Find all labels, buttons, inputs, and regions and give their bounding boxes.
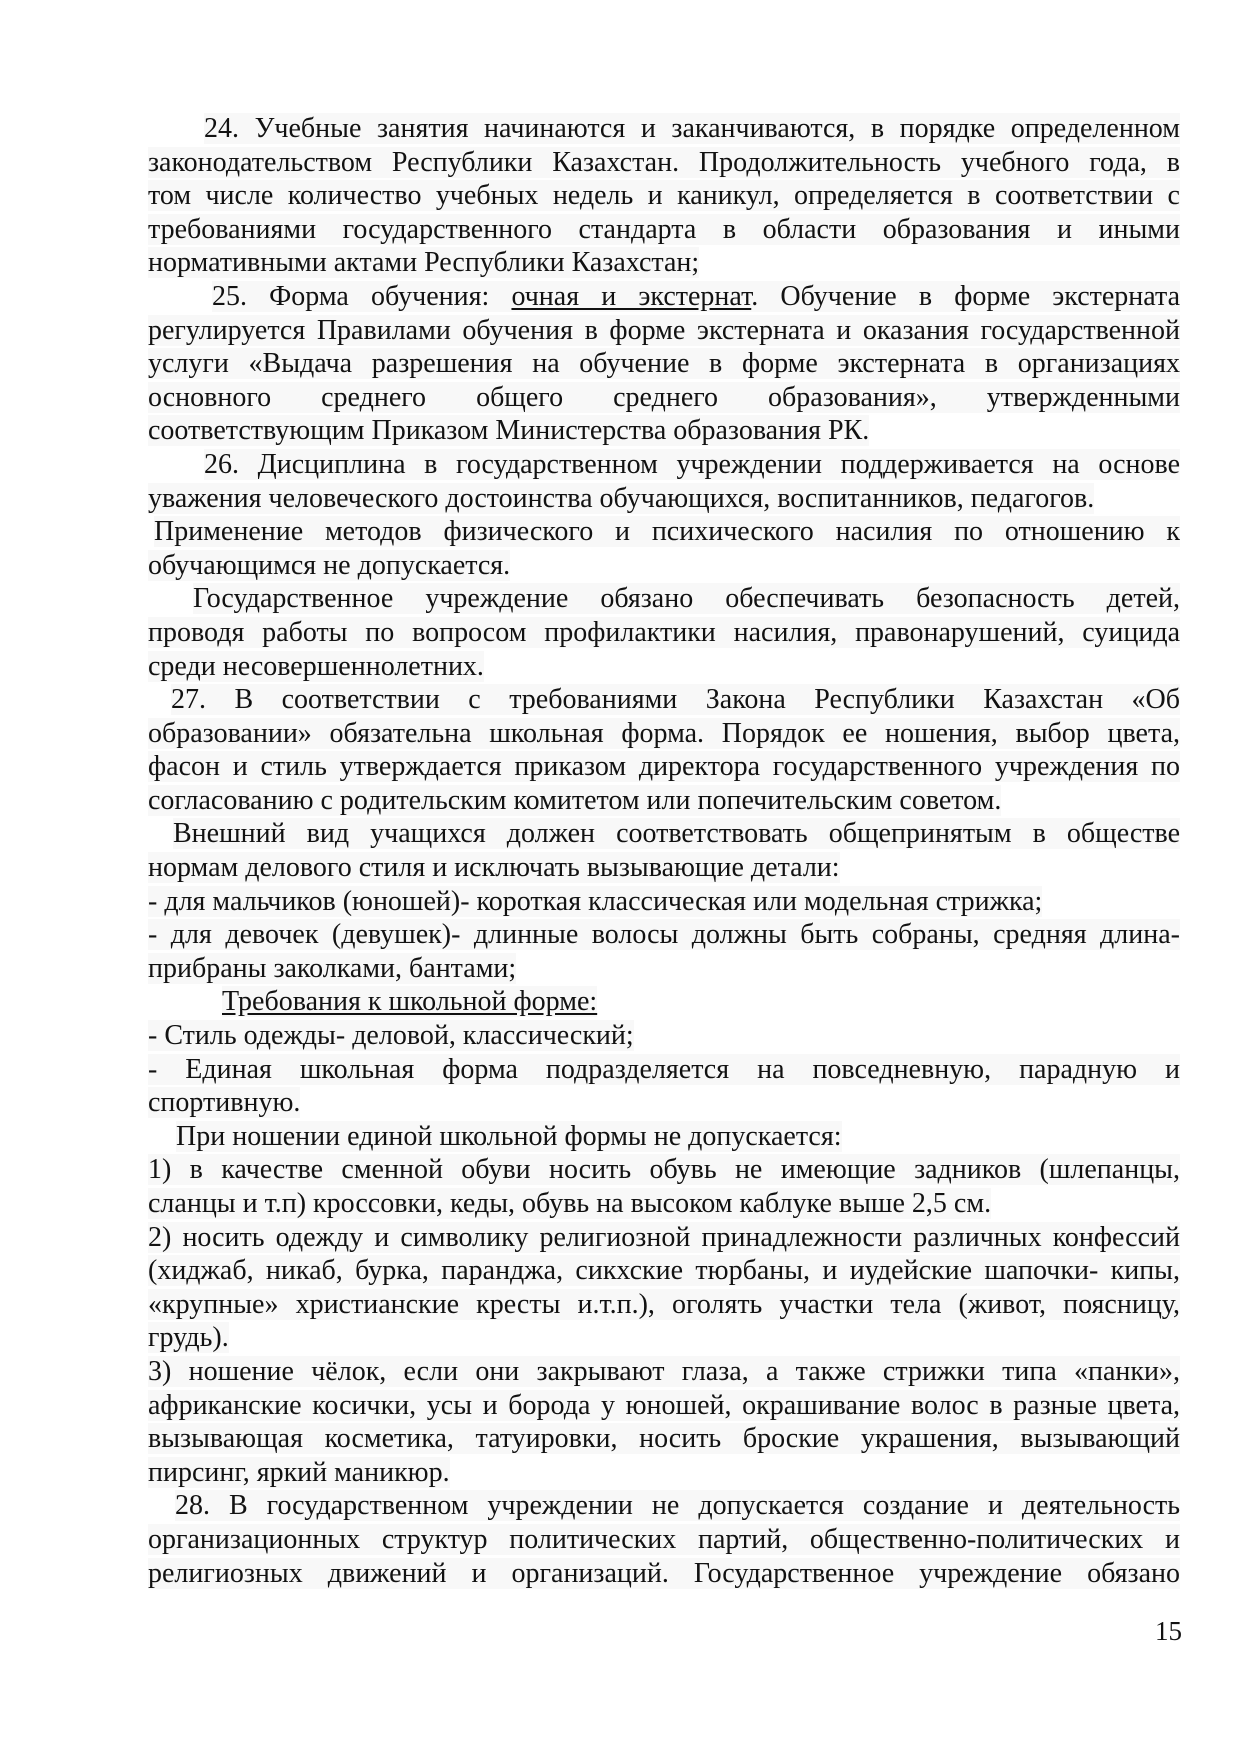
text-line: [148, 885, 1180, 919]
text-line-content: фасон и стиль утверждается приказом директора государственного учреждения по: [148, 751, 1180, 783]
text-line-content: требованиями государственного стандарта в области образования и иными: [148, 213, 1180, 245]
text-line-content: спортивную.: [148, 1087, 301, 1119]
numbered-item-3: [148, 1355, 1180, 1489]
text-line-content: Государственное учреждение обязано обеспечивать безопасность детей,: [193, 583, 1180, 615]
text-line-content: африканские косички, усы и борода у юношей, окрашивание волос в разные цвета,: [148, 1389, 1180, 1421]
text-line: [148, 1389, 1180, 1423]
text-line-content: 2) носить одежду и символику религиозной принадлежности различных конфессий: [148, 1221, 1180, 1253]
text-line: [148, 1355, 1180, 1389]
text-line-content: регулируется Правилами обучения в форме экстерната и оказания государственной: [148, 314, 1180, 346]
list-item-boys: [148, 885, 1180, 919]
paragraph-28: [148, 1489, 1180, 1590]
paragraph-uniform-prohibited-intro: [148, 1120, 1180, 1154]
text-line: [148, 750, 1180, 784]
text-line: [148, 314, 1180, 348]
text-line-content: сланцы и т.п) кроссовки, кеды, обувь на высоком каблуке выше 2,5 см.: [148, 1188, 992, 1219]
text-line: [148, 482, 1180, 516]
text-line-content: 27. В соответствии с требованиями Закона Республики Казахстан «Об: [171, 684, 1180, 716]
text-line: [148, 448, 1180, 482]
text-line-content: - для мальчиков (юношей)- короткая классическая или модельная стрижка;: [148, 885, 1043, 917]
paragraph-27-appearance: [148, 817, 1180, 884]
text-line-content: нормам делового стиля и исключать вызывающие детали:: [148, 852, 840, 884]
text-line-content: - Стиль одежды- деловой, классический;: [148, 1020, 634, 1052]
paragraph-25: [148, 280, 1180, 448]
text-line: [148, 1456, 1180, 1490]
text-line: [148, 246, 1180, 280]
text-line-content: [222, 986, 597, 1017]
text-line: [148, 985, 1180, 1019]
text-line-content: - Единая школьная форма подразделяется на повседневную, парадную и: [148, 1053, 1180, 1085]
text-line-content: законодательством Республики Казахстан. Продолжительность учебного года, в: [148, 146, 1180, 178]
list-item-girls: [148, 918, 1180, 985]
text-line-content: нормативными актами Республики Казахстан;: [148, 247, 700, 279]
text-line: [148, 1153, 1180, 1187]
text-line: [148, 952, 1180, 986]
text-line: [148, 683, 1180, 717]
text-line-content: вызывающая косметика, татуировки, носить броские украшения, вызывающий: [148, 1423, 1180, 1455]
paragraph-24: [148, 112, 1180, 280]
paragraph-27: [148, 683, 1180, 817]
paragraph-26: [148, 448, 1180, 515]
text-line-content: образовании» обязательна школьная форма. Порядок ее ношения, выбор цвета,: [148, 717, 1180, 749]
text-line: [148, 146, 1180, 180]
text-line-content: 25. Форма обучения: очная и экстернат. Обучение в форме экстерната: [212, 280, 1180, 312]
text-line-content: - для девочек (девушек)- длинные волосы должны быть собраны, средняя длина-: [148, 919, 1180, 951]
text-line: [148, 381, 1180, 415]
heading-uniform-requirements: [148, 985, 1180, 1019]
text-line-content: основного среднего общего среднего образования», утвержденными: [148, 381, 1180, 413]
text-line: [148, 1019, 1180, 1053]
text-line: [148, 414, 1180, 448]
text-line-content: 26. Дисциплина в государственном учреждении поддерживается на основе: [204, 448, 1180, 480]
text-line: [148, 1523, 1180, 1557]
text-line: [148, 918, 1180, 952]
text-line-content: прибраны заколками, бантами;: [148, 952, 517, 984]
text-line: [148, 1221, 1180, 1255]
text-line-content: 3) ношение чёлок, если они закрывают глаза, а также стрижки типа «панки»,: [148, 1355, 1180, 1387]
paragraph-26-safety: [148, 582, 1180, 683]
text-line: [148, 616, 1180, 650]
text-line-content: организационных структур политических партий, общественно-политических и: [148, 1523, 1180, 1555]
text-line: [148, 1254, 1180, 1288]
text-line: [148, 1288, 1180, 1322]
text-line: [148, 1053, 1180, 1087]
text-line: [148, 784, 1180, 818]
text-line: [148, 213, 1180, 247]
text-line-content: согласованию с родительским комитетом или попечительским советом.: [148, 784, 1002, 816]
text-line-content: религиозных движений и организаций. Государственное учреждение обязано: [148, 1557, 1180, 1589]
paragraph-26-note: [148, 515, 1180, 582]
text-line: [148, 1187, 1180, 1221]
text-line-content: грудь).: [148, 1322, 229, 1354]
text-line-content: Применение методов физического и психического насилия по отношению к: [154, 516, 1180, 548]
text-line-content: уважения человеческого достоинства обучающихся, воспитанников, педагогов.: [148, 482, 1095, 514]
text-line-content: 24. Учебные занятия начинаются и заканчиваются, в порядке определенном: [204, 113, 1180, 144]
text-line-content: обучающимся не допускается.: [148, 549, 511, 581]
text-line: [148, 1120, 1180, 1154]
text-line: [148, 650, 1180, 684]
text-line-content: «крупные» христианские кресты и.т.п.), оголять участки тела (живот, поясницу,: [148, 1288, 1180, 1320]
list-item-style: [148, 1019, 1180, 1053]
text-line-content: Внешний вид учащихся должен соответствовать общепринятым в обществе: [173, 818, 1180, 850]
text-line-content: 28. В государственном учреждении не допускается создание и деятельность: [175, 1490, 1180, 1522]
text-line-content: 1) в качестве сменной обуви носить обувь не имеющие задников (шлепанцы,: [148, 1154, 1180, 1186]
text-line: [148, 179, 1180, 213]
text-line-content: среди несовершеннолетних.: [148, 650, 484, 682]
text-line: [148, 717, 1180, 751]
text-line-content: услуги «Выдача разрешения на обучение в форме экстерната в организациях: [148, 348, 1180, 380]
text-line: [148, 1557, 1180, 1591]
text-line-content: соответствующим Приказом Министерства образования РК.: [148, 415, 870, 447]
text-line: [148, 582, 1180, 616]
text-line: [148, 817, 1180, 851]
text-line-content: проводя работы по вопросом профилактики насилия, правонарушений, суицида: [148, 616, 1180, 648]
text-line: [148, 1321, 1180, 1355]
page-number: 15: [1155, 1616, 1182, 1646]
underlined-text: Требования к школьной форме:: [222, 986, 598, 1018]
text-line: [148, 1086, 1180, 1120]
numbered-item-2: [148, 1221, 1180, 1355]
text-line-content: том числе количество учебных недель и каникул, определяется в соответствии с: [148, 180, 1180, 212]
text-line: [148, 112, 1180, 146]
text-line: [148, 515, 1180, 549]
numbered-item-1: [148, 1153, 1180, 1220]
text-line: [148, 1422, 1180, 1456]
text-line: [148, 347, 1180, 381]
text-line-content: пирсинг, яркий маникюр.: [148, 1456, 450, 1488]
text-line: [148, 851, 1180, 885]
underlined-text: очная и экстернат: [511, 280, 752, 312]
list-item-uniform-types: [148, 1053, 1180, 1120]
text-line: [148, 280, 1180, 314]
document-text-block: [148, 112, 1180, 1590]
text-line: [148, 1489, 1180, 1523]
text-line-content: (хиджаб, никаб, бурка, паранджа, сикхские тюрбаны, и иудейские шапочки- кипы,: [148, 1255, 1180, 1287]
text-line: [148, 549, 1180, 583]
text-line-content: При ношении единой школьной формы не допускается:: [176, 1120, 842, 1152]
